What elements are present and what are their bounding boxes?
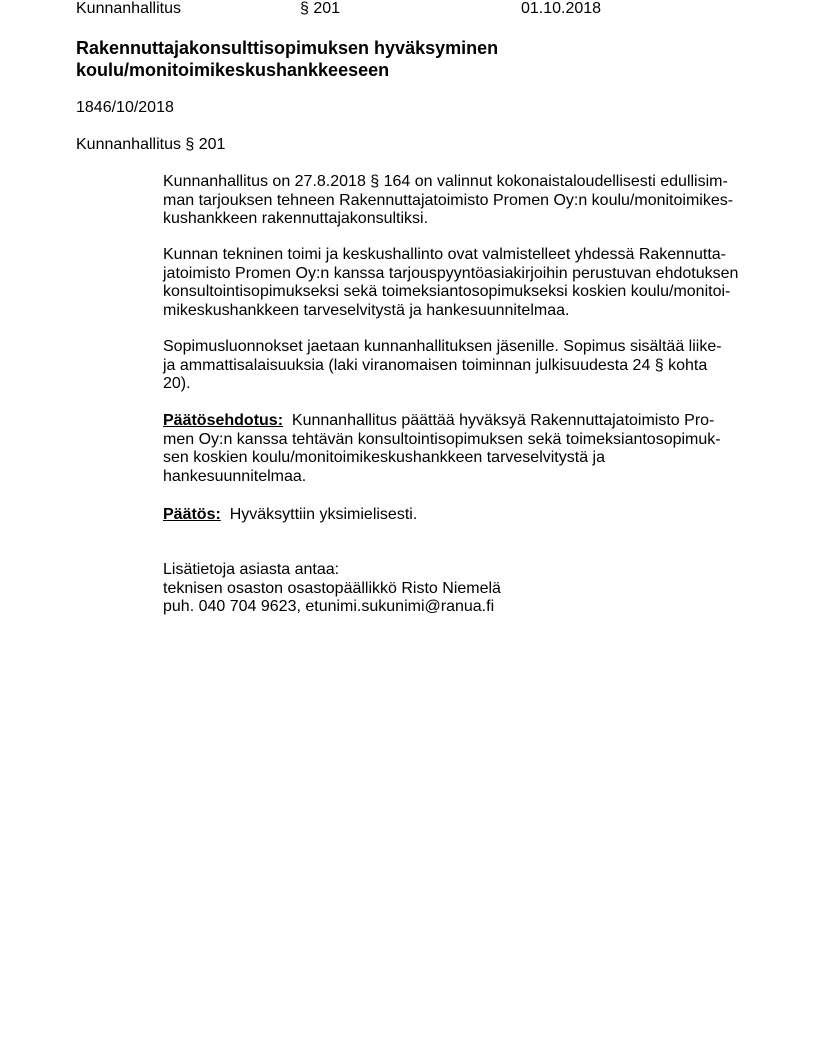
text-line: men Oy:n kanssa tehtävän konsultointisopimuksen sekä toimeksiantosopimuk- bbox=[163, 430, 721, 448]
title-line: Rakennuttajakonsulttisopimuksen hyväksyminen bbox=[76, 38, 499, 58]
paragraph-2 bbox=[163, 246, 738, 320]
proposal bbox=[163, 412, 721, 486]
decision-label: Päätös: bbox=[163, 506, 221, 523]
text-line: kushankkeen rakennuttajakonsultiksi. bbox=[163, 210, 429, 227]
text-line: Kunnan tekninen toimi ja keskushallinto ovat valmistelleet yhdessä Rakennutta- bbox=[163, 246, 726, 263]
document-title bbox=[76, 37, 498, 81]
header-date: 01.10.2018 bbox=[521, 0, 602, 17]
text-line: konsultointisopimukseksi sekä toimeksiantosopimukseksi koskien koulu/monitoi- bbox=[163, 283, 731, 300]
decision bbox=[163, 506, 417, 525]
contact-info bbox=[163, 561, 501, 617]
meeting-ref: Kunnanhallitus § 201 bbox=[76, 136, 226, 153]
text-line: man tarjouksen tehneen Rakennuttajatoimisto Promen Oy:n koulu/monitoimikes- bbox=[163, 191, 734, 209]
text-line: sen koskien koulu/monitoimikeskushankkeen tarveselvitystä ja bbox=[163, 449, 605, 466]
text-line: Lisätietoja asiasta antaa: bbox=[163, 561, 340, 578]
text-line: Kunnanhallitus päättää hyväksyä Rakennuttajatoimisto Pro- bbox=[291, 412, 715, 429]
text-line: jatoimisto Promen Oy:n kanssa tarjouspyyntöasiakirjoihin perustuvan ehdotuksen bbox=[163, 264, 739, 282]
text-line: hankesuunnitelmaa. bbox=[163, 467, 307, 485]
text-line: Kunnanhallitus on 27.8.2018 § 164 on valinnut kokonaistaloudellisesti edullisim- bbox=[163, 173, 728, 190]
diary-number: 1846/10/2018 bbox=[76, 99, 174, 116]
text-line: 20). bbox=[163, 375, 191, 392]
text-line: ja ammattisalaisuuksia (laki viranomaisen toiminnan julkisuudesta 24 § kohta bbox=[163, 356, 708, 374]
header-body: Kunnanhallitus bbox=[76, 0, 181, 17]
decision-text: Hyväksyttiin yksimielisesti. bbox=[229, 506, 418, 523]
text-line: puh. 040 704 9623, etunimi.sukunimi@ranua.fi bbox=[163, 598, 495, 615]
text-line: mikeskushankkeen tarveselvitystä ja hankesuunnitelmaa. bbox=[163, 301, 570, 319]
paragraph-1 bbox=[163, 173, 733, 229]
text-line: Sopimusluonnokset jaetaan kunnanhallituksen jäsenille. Sopimus sisältää liike- bbox=[163, 338, 722, 355]
paragraph-3 bbox=[163, 338, 722, 394]
title-line: koulu/monitoimikeskushankkeeseen bbox=[76, 60, 390, 80]
proposal-label: Päätösehdotus: bbox=[163, 412, 284, 429]
text-line: teknisen osaston osastopäällikkö Risto Niemelä bbox=[163, 579, 501, 597]
header-section: § 201 bbox=[300, 0, 341, 17]
